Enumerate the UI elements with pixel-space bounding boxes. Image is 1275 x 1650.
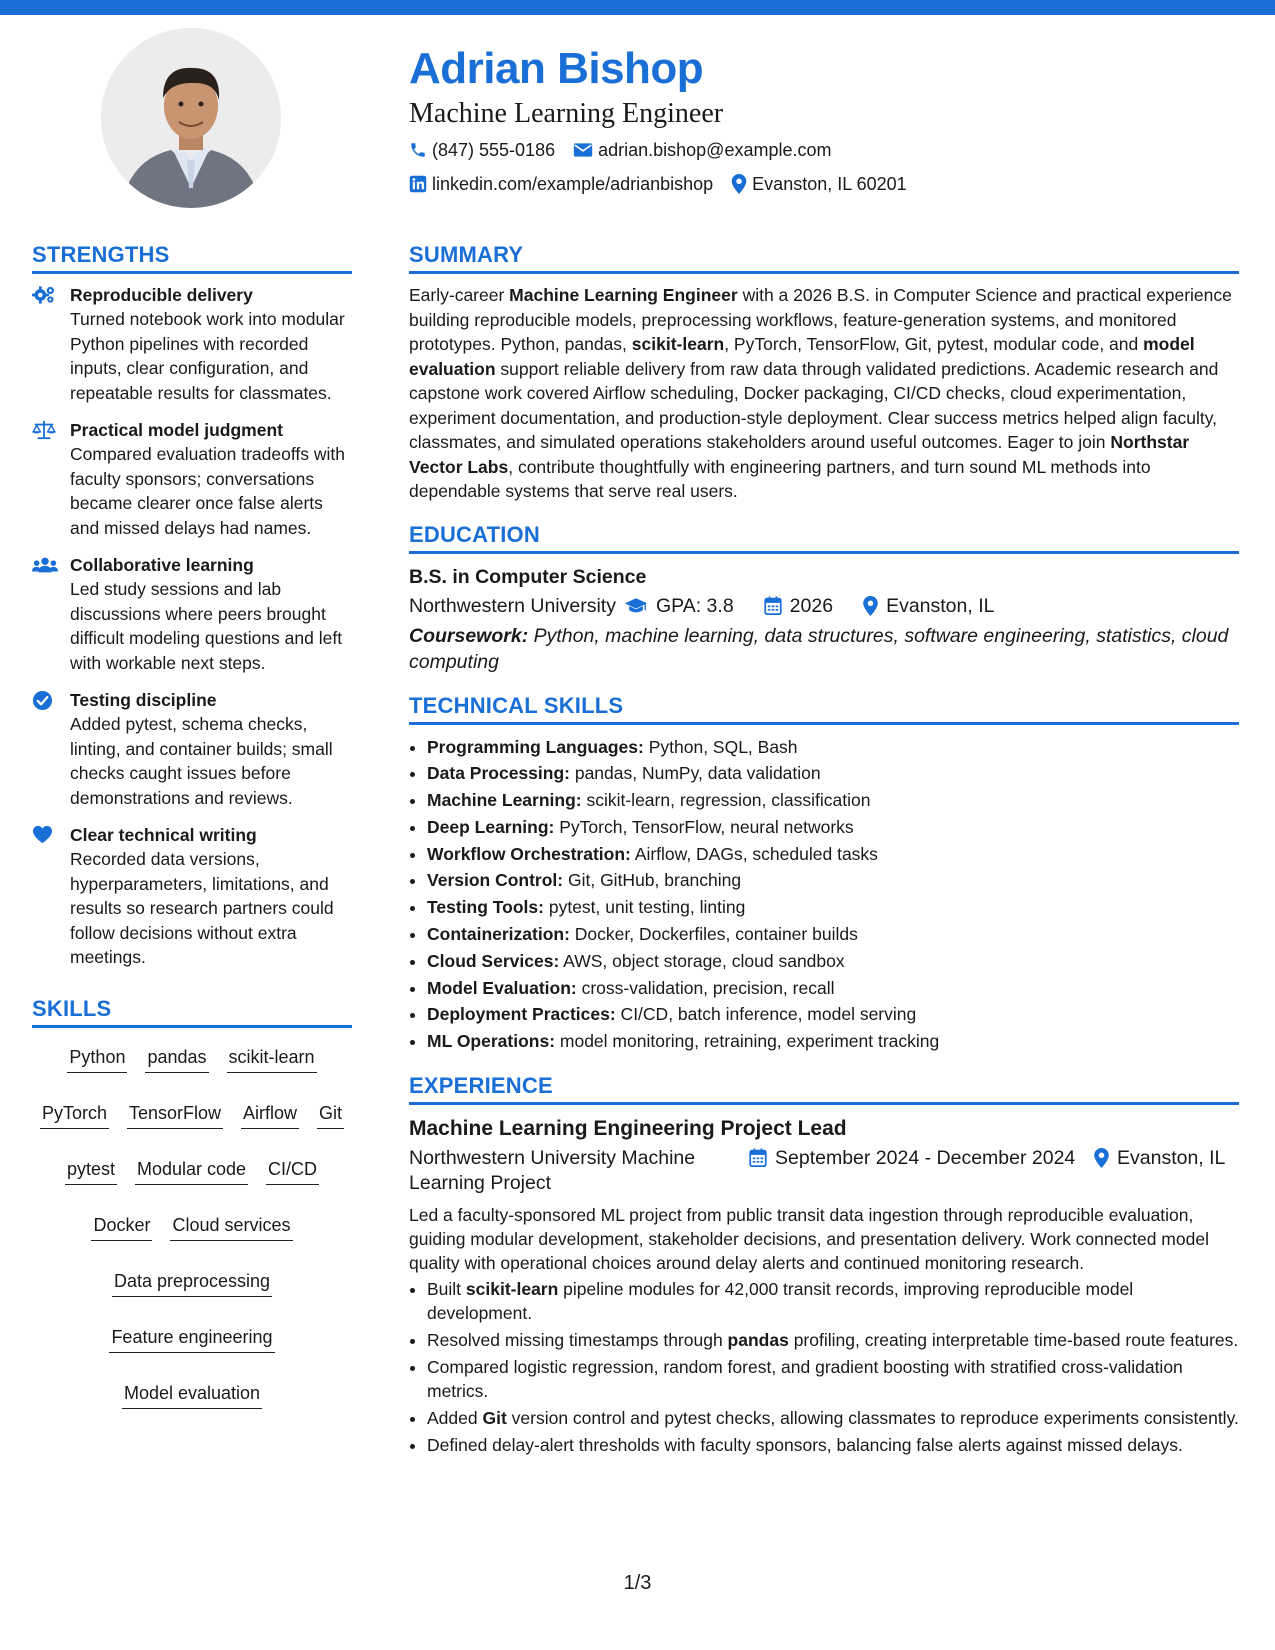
education-section — [409, 520, 1239, 675]
education-meta — [409, 591, 1239, 621]
strength-item — [32, 553, 352, 675]
summary-heading: SUMMARY — [409, 240, 1239, 274]
skill-chip: pytest — [65, 1155, 117, 1185]
list-item: • Data Processing: pandas, NumPy, data validation — [427, 760, 1239, 787]
list-item: • Testing Tools: pytest, unit testing, linting — [427, 894, 1239, 921]
map-pin-icon — [863, 596, 878, 616]
location-contact — [731, 168, 906, 200]
list-item: • Version Control: Git, GitHub, branching — [427, 867, 1239, 894]
list-item: • Machine Learning: scikit-learn, regression, classification — [427, 787, 1239, 814]
page-number: 1/3 — [623, 1572, 652, 1594]
list-item: • Deployment Practices: CI/CD, batch inference, model serving — [427, 1001, 1239, 1028]
job-summary: Led a faculty-sponsored ML project from public transit data ingestion through reproducible evaluation, guiding modular development, stakeholder decisions, and presentation delivery. Work connected model quality with operational choices around delay alerts and continued monitoring research. — [409, 1205, 1209, 1274]
skill-chip: Model evaluation — [122, 1379, 262, 1409]
strength-title: Testing discipline — [70, 690, 217, 710]
top-accent-bar — [0, 0, 1275, 15]
summary-text: Early-career Machine Learning Engineer with a 2026 B.S. in Computer Science and practical experience building reproducible models, preprocessing workflows, feature-generation systems, and monitored prototypes. Python, pandas, scikit-learn, PyTorch, TensorFlow, Git, pytest, modular code, and model evaluation support reliable delivery from raw data through validated predictions. Academic research and capstone work covered Airflow scheduling, Docker packaging, CI/CD checks, cloud experimentation, experiment documentation, and production-style deployment. Clear success metrics helped align faculty, classmates, and simulated operations stakeholders around useful outcomes. Eager to join Northstar Vector Labs, contribute thoughtfully with engineering partners, and turn sound ML methods into dependable systems that serve real users. — [409, 285, 1232, 501]
skill-chip: Cloud services — [170, 1211, 292, 1241]
email-address[interactable]: adrian.bishop@example.com — [598, 140, 832, 160]
degree-title: B.S. in Computer Science — [409, 565, 647, 588]
school-name: Northwestern University — [409, 594, 616, 617]
job-location: Evanston, IL — [1094, 1146, 1239, 1195]
calendar-icon — [764, 596, 782, 615]
map-pin-icon — [731, 174, 747, 194]
strengths-heading: STRENGTHS — [32, 240, 352, 274]
education-heading: EDUCATION — [409, 520, 1239, 554]
strength-title: Collaborative learning — [70, 555, 254, 575]
strength-desc: Added pytest, schema checks, linting, and container builds; small checks caught issues before demonstrations and reviews. — [70, 714, 333, 808]
candidate-name: Adrian Bishop — [409, 44, 704, 93]
job-title: Machine Learning Engineering Project Lead — [409, 1117, 847, 1141]
graduation-cap-icon — [624, 597, 648, 615]
skill-chip: PyTorch — [40, 1099, 109, 1129]
list-item: • Containerization: Docker, Dockerfiles, container builds — [427, 921, 1239, 948]
skill-chip: Feature engineering — [109, 1323, 274, 1353]
contact-row-1 — [409, 134, 1229, 166]
list-item: • Model Evaluation: cross-validation, precision, recall — [427, 975, 1239, 1002]
contact-row-2 — [409, 168, 1229, 200]
strength-title: Practical model judgment — [70, 420, 283, 440]
skill-chip: Data preprocessing — [112, 1267, 272, 1297]
experience-section — [409, 1071, 1239, 1457]
skill-chip: Modular code — [135, 1155, 248, 1185]
technical-skills-heading: TECHNICAL SKILLS — [409, 691, 1239, 725]
coursework-text: Coursework: Python, machine learning, data structures, software engineering, statistics, cloud computing — [409, 624, 1229, 673]
strength-desc: Led study sessions and lab discussions where peers brought difficult modeling questions and left with workable next steps. — [70, 579, 343, 673]
scale-icon — [32, 420, 56, 440]
skill-chip: Airflow — [241, 1099, 299, 1129]
technical-skills-list — [409, 734, 1239, 1056]
check-circle-icon — [32, 690, 53, 711]
skill-chip: Docker — [91, 1211, 152, 1241]
linkedin-url[interactable]: linkedin.com/example/adrianbishop — [432, 174, 714, 194]
skill-chip: TensorFlow — [127, 1099, 223, 1129]
experience-heading: EXPERIENCE — [409, 1071, 1239, 1105]
strength-desc: Turned notebook work into modular Python pipelines with recorded inputs, clear configuration, and repeatable results for classmates. — [70, 309, 345, 403]
phone-number[interactable]: (847) 555-0186 — [432, 140, 556, 160]
list-item: • Built scikit-learn pipeline modules for 42,000 transit records, improving reproducible model development. — [427, 1277, 1239, 1325]
email-contact — [573, 134, 831, 166]
list-item: • Resolved missing timestamps through pandas profiling, creating interpretable time-based route features. — [427, 1328, 1239, 1352]
list-item: • ML Operations: model monitoring, retraining, experiment tracking — [427, 1028, 1239, 1055]
strength-desc: Compared evaluation tradeoffs with faculty sponsors; conversations became clearer once false alerts and missed delays had names. — [70, 444, 345, 538]
gpa-text: GPA: 3.8 — [655, 594, 734, 617]
organization-name: Northwestern University Machine Learning Project — [409, 1147, 696, 1194]
map-pin-icon — [1094, 1148, 1109, 1168]
summary-section — [409, 240, 1239, 504]
strength-item — [32, 418, 352, 540]
job-bullets — [409, 1277, 1239, 1457]
calendar-icon — [749, 1148, 767, 1167]
profile-photo-illustration — [101, 28, 281, 208]
candidate-title: Machine Learning Engineer — [409, 98, 724, 129]
strength-title: Clear technical writing — [70, 825, 257, 845]
list-item: • Compared logistic regression, random forest, and gradient boosting with stratified cross-validation metrics. — [427, 1355, 1239, 1403]
linkedin-contact — [409, 168, 713, 200]
skill-chip: pandas — [145, 1043, 208, 1073]
job-dates: September 2024 - December 2024 — [749, 1146, 1094, 1195]
list-item: • Added Git version control and pytest checks, allowing classmates to reproduce experiments consistently. — [427, 1406, 1239, 1430]
right-column — [409, 240, 1239, 1473]
gears-icon — [32, 285, 56, 305]
phone-contact — [409, 134, 555, 166]
skills-heading: SKILLS — [32, 994, 352, 1028]
job-meta — [409, 1146, 1239, 1195]
list-item: • Cloud Services: AWS, object storage, cloud sandbox — [427, 948, 1239, 975]
strength-item — [32, 688, 352, 810]
users-icon — [32, 555, 58, 575]
list-item: • Workflow Orchestration: Airflow, DAGs, scheduled tasks — [427, 841, 1239, 868]
list-item: • Programming Languages: Python, SQL, Bash — [427, 734, 1239, 761]
strength-desc: Recorded data versions, hyperparameters, limitations, and results so research partners could follow decisions without extra meetings. — [70, 849, 334, 967]
location-text: Evanston, IL 60201 — [752, 174, 907, 194]
school-location: Evanston, IL — [886, 594, 995, 617]
linkedin-icon — [409, 175, 427, 193]
strength-item — [32, 823, 352, 970]
list-item: • Defined delay-alert thresholds with faculty sponsors, balancing false alerts against missed delays. — [427, 1433, 1239, 1457]
skill-chip: scikit-learn — [227, 1043, 317, 1073]
technical-skills-section — [409, 691, 1239, 1056]
profile-photo — [101, 28, 281, 208]
list-item: • Deep Learning: PyTorch, TensorFlow, neural networks — [427, 814, 1239, 841]
heart-icon — [32, 825, 53, 844]
phone-icon — [409, 141, 427, 159]
skill-chip: Git — [317, 1099, 344, 1129]
skill-chip: Python — [67, 1043, 127, 1073]
strength-title: Reproducible delivery — [70, 285, 253, 305]
strength-item — [32, 283, 352, 405]
envelope-icon — [573, 141, 593, 159]
graduation-year: 2026 — [789, 594, 834, 617]
skill-chip: CI/CD — [266, 1155, 319, 1185]
skills-chip-list — [32, 1037, 352, 1409]
resume-header — [409, 42, 1229, 200]
left-column — [32, 240, 352, 1409]
